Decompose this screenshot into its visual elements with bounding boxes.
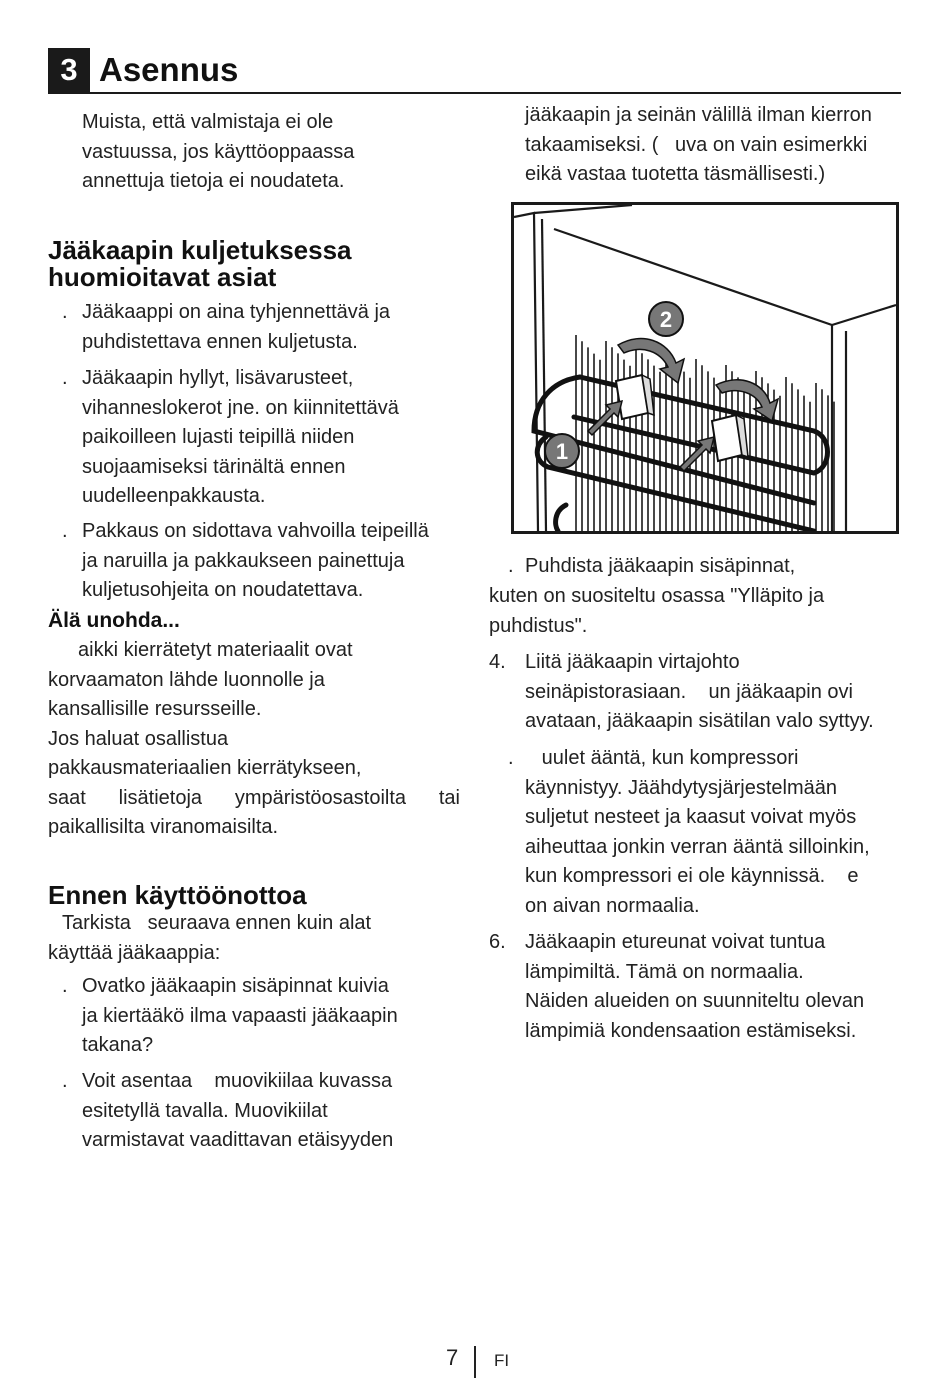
recycling-text-line: saat lisätietoja ympäristöosastoilta tai bbox=[48, 787, 460, 809]
list-item: Puhdista jääkaapin sisäpinnat, bbox=[525, 555, 796, 577]
footer-divider bbox=[474, 1346, 476, 1378]
condenser-rods bbox=[576, 335, 834, 531]
chapter-number: 3 bbox=[48, 48, 90, 92]
language-code: FI bbox=[494, 1351, 510, 1370]
callout-marker bbox=[649, 302, 683, 336]
recycling-text-line: kansallisille resursseille. bbox=[48, 698, 262, 720]
list-marker: . bbox=[62, 975, 68, 997]
recycling-text-line: korvaamaton lähde luonnolle ja bbox=[48, 669, 325, 691]
before-use-intro: käyttää jääkaappia: bbox=[48, 942, 221, 964]
dont-forget-heading: Älä unohda... bbox=[48, 609, 180, 632]
svg-text:2: 2 bbox=[659, 307, 673, 332]
list-item: kuten on suositeltu osassa "Ylläpito ja puhdistus". bbox=[489, 585, 825, 637]
transport-heading: Jääkaapin kuljetuksessa huomioitavat asiat bbox=[48, 235, 352, 292]
chapter-header bbox=[48, 48, 901, 94]
list-item: Liitä jääkaapin virtajohto seinäpistorasiaan. un jääkaapin ovi avataan, jääkaapin sisätilan valo syttyy. bbox=[525, 651, 874, 732]
list-marker: 6. bbox=[489, 931, 506, 953]
recycling-text-line: paikallisilta viranomaisilta. bbox=[48, 816, 279, 838]
list-item: Voit asentaa muovikiilaa kuvassa esitetyllä tavalla. Muovikiilat varmistavat vaadittavan etäisyyden bbox=[82, 1070, 394, 1151]
list-marker: . bbox=[62, 301, 68, 323]
list-item: Ovatko jääkaapin sisäpinnat kuivia ja kiertääkö ilma vapaasti jääkaapin takana? bbox=[82, 975, 398, 1056]
list-marker: . bbox=[62, 1070, 68, 1092]
list-item: Jääkaappi on aina tyhjennettävä ja puhdistettava ennen kuljetusta. bbox=[82, 301, 391, 353]
recycling-text-line: aikki kierrätetyt materiaalit ovat bbox=[78, 639, 353, 661]
list-marker: . bbox=[62, 367, 68, 389]
list-item: Pakkaus on sidottava vahvoilla teipeillä ja naruilla ja pakkaukseen painettuja kuljetusohjeita on noudatettava. bbox=[82, 520, 429, 601]
list-marker: . bbox=[508, 747, 514, 769]
fridge-wedge-illustration bbox=[511, 202, 899, 534]
list-marker: . bbox=[62, 520, 68, 542]
before-use-intro: Tarkista seuraava ennen kuin alat bbox=[62, 912, 372, 934]
callout-marker bbox=[545, 434, 579, 468]
list-item: Jääkaapin hyllyt, lisävarusteet, vihanneslokerot jne. on kiinnitettävä paikoilleen lujasti teipillä niiden suojaamiseksi tärinältä ennen uudelleenpakkausta. bbox=[82, 367, 399, 507]
plastic-wedge-icon bbox=[712, 415, 748, 461]
continuation-paragraph: jääkaapin ja seinän välillä ilman kierron takaamiseksi. ( uva on vain esimerkki eikä vastaa tuotetta täsmällisesti.) bbox=[525, 104, 872, 185]
intro-paragraph: Muista, että valmistaja ei ole vastuussa, jos käyttöoppaassa annettuja tietoja ei noudateta. bbox=[82, 111, 355, 192]
page-number: 7 bbox=[446, 1345, 459, 1370]
list-item: uulet ääntä, kun kompressori käynnistyy. Jäähdytysjärjestelmään suljetut nesteet ja kaasut voivat myös aiheuttaa jonkin verran ääntä silloinkin, kun kompressori ei ole käynnissä. e on aivan normaalia. bbox=[525, 747, 870, 917]
list-marker: . bbox=[508, 555, 514, 577]
before-use-heading: Ennen käyttöönottoa bbox=[48, 880, 307, 910]
recycling-text-line: Jos haluat osallistua bbox=[48, 728, 229, 750]
list-marker: 4. bbox=[489, 651, 506, 673]
svg-text:1: 1 bbox=[555, 439, 569, 464]
recycling-text-line: pakkausmateriaalien kierrätykseen, bbox=[48, 757, 362, 779]
chapter-title: Asennus bbox=[99, 51, 239, 88]
plastic-wedge-icon bbox=[616, 375, 654, 419]
list-item: Jääkaapin etureunat voivat tuntua lämpimiltä. Tämä on normaalia. Näiden alueiden on suunniteltu olevan lämpimiä kondensaation estämiseksi. bbox=[525, 931, 865, 1042]
